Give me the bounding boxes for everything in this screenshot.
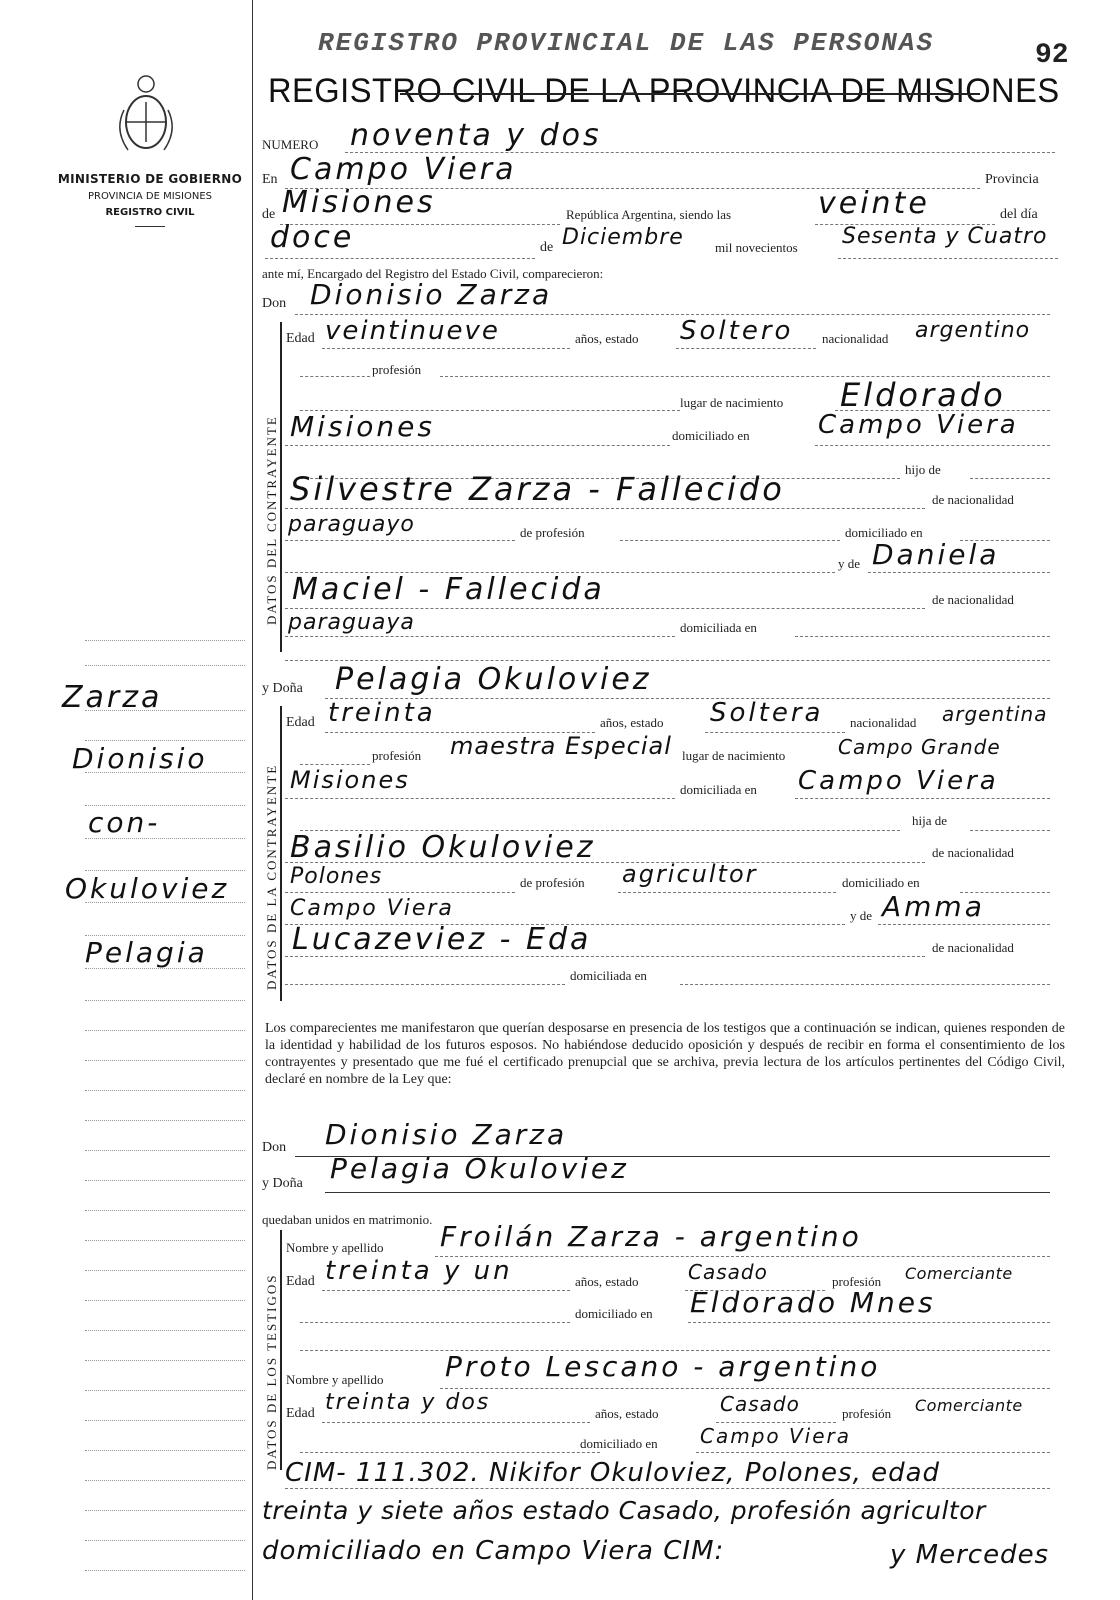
entry-testigo1-edad: treinta y un [325, 1256, 513, 1286]
entry-novia-edad: treinta [328, 698, 436, 728]
entry-testigo2-dom: Campo Viera [700, 1424, 852, 1448]
label-domiciliado-testigo1: domiciliado en [575, 1306, 653, 1321]
entry-novia: Pelagia Okuloviez [335, 662, 652, 697]
label-de-nacionalidad: de nacionalidad [932, 492, 1014, 507]
label-edad: Edad [286, 331, 315, 346]
label-hija-de: hija de [912, 813, 948, 828]
label-don: Don [262, 296, 287, 311]
label-y-dona-decl: y Doña [262, 1176, 303, 1191]
label-y-de: y de [838, 556, 861, 571]
entry-novio-nac: argentino [915, 318, 1031, 343]
entry-novia-madre: Amma [882, 890, 985, 923]
note-line-1: CIM- 111.302. Nikifor Okuloviez, Polones, edad [285, 1458, 941, 1488]
entry-novio-padre: Silvestre Zarza - Fallecido [290, 470, 785, 508]
note-line-3: domiciliado en Campo Viera CIM: [262, 1536, 725, 1566]
entry-testigo1-dom: Eldorado Mnes [690, 1286, 936, 1319]
entry-novio-estado: Soltero [680, 316, 794, 346]
entry-novia-nac: argentina [942, 702, 1048, 726]
entry-anio: Sesenta y Cuatro [842, 224, 1048, 249]
entry-dia: doce [270, 220, 355, 255]
margin-note-surname: Zarza [62, 680, 163, 715]
coat-of-arms-icon [110, 70, 182, 160]
entry-novia-padre-dom: Campo Viera [290, 896, 454, 921]
label-nacionalidad: nacionalidad [822, 331, 889, 346]
entry-testigo1: Froilán Zarza - argentino [440, 1220, 862, 1253]
label-provincia: Provincia [985, 172, 1039, 187]
label-nacionalidad-novia: nacionalidad [850, 715, 917, 730]
label-domiciliado-en-2: domiciliado en [845, 525, 923, 540]
entry-novia-estado: Soltera [710, 698, 824, 728]
entry-provincia: Misiones [282, 185, 436, 220]
entry-decl-dona: Pelagia Okuloviez [330, 1152, 629, 1185]
label-profesion: profesión [372, 362, 422, 377]
entry-novia-padre: Basilio Okuloviez [290, 830, 596, 865]
label-profesion-novia: profesión [372, 748, 422, 763]
entry-novia-padre-prof: agricultor [622, 860, 758, 888]
entry-novia-lugar-nac2: Misiones [290, 766, 410, 794]
label-ante-mi: ante mí, Encargado del Registro del Estado Civil, comparecieron: [262, 266, 604, 281]
entry-mes: Diciembre [562, 225, 684, 250]
label-domiciliada-en-novia: domiciliada en [680, 782, 757, 797]
label-y-dona: y Doña [262, 681, 303, 696]
label-profesion-testigo2: profesión [842, 1406, 892, 1421]
vertical-label-testigos: DATOS DE LOS TESTIGOS [264, 1273, 279, 1470]
entry-novia-profesion: maestra Especial [450, 732, 672, 760]
label-anos-estado-testigo1: años, estado [575, 1274, 639, 1289]
margin-note-con: con- [88, 806, 161, 839]
entry-novia-padre-nac: Polones [290, 864, 383, 889]
label-edad-testigo2: Edad [286, 1406, 315, 1421]
entry-testigo1-estado: Casado [688, 1260, 768, 1284]
label-y-de-novia: y de [850, 908, 873, 923]
label-nombre-apellido-1: Nombre y apellido [286, 1240, 384, 1255]
entry-novio-edad: veintinueve [325, 316, 500, 346]
label-de-nacionalidad-2: de nacionalidad [932, 592, 1014, 607]
label-nombre-apellido-2: Nombre y apellido [286, 1372, 384, 1387]
label-del-dia: del día [1000, 207, 1038, 222]
label-don-decl: Don [262, 1140, 287, 1155]
label-profesion-testigo1: profesión [832, 1274, 882, 1289]
entry-lugar: Campo Viera [290, 152, 517, 187]
note-line-4: y Mercedes [890, 1540, 1050, 1570]
entry-hora: veinte [818, 186, 930, 221]
label-domiciliado-en-novia: domiciliado en [842, 875, 920, 890]
entry-novia-madre2: Lucazeviez - Eda [292, 922, 592, 957]
entry-novio-lugar-nac: Eldorado [840, 376, 1006, 414]
entry-novio-madre: Daniela [872, 538, 1000, 571]
entry-testigo2: Proto Lescano - argentino [445, 1350, 881, 1383]
label-edad-testigo1: Edad [286, 1274, 315, 1289]
entry-novio-domicilio: Campo Viera [818, 410, 1019, 440]
margin-note-name: Dionisio [72, 742, 208, 775]
ministry-line3: REGISTRO CIVIL [105, 207, 195, 218]
entry-novia-lugar-nac: Campo Grande [838, 735, 1001, 759]
label-domiciliado-en: domiciliado en [672, 428, 750, 443]
entry-novio-padre-nac: paraguayo [288, 512, 415, 537]
label-de-profesion-novia: de profesión [520, 875, 585, 890]
label-lugar-nacimiento-novia: lugar de nacimiento [682, 748, 786, 763]
margin-rule [252, 0, 253, 1600]
note-line-2: treinta y siete años estado Casado, profesión agricultor [262, 1496, 986, 1525]
label-anos-estado-novia: años, estado [600, 715, 664, 730]
vertical-label-la-contrayente: DATOS DE LA CONTRAYENTE [264, 763, 279, 990]
label-republica: República Argentina, siendo las [566, 207, 732, 222]
label-mil-novecientos: mil novecientos [715, 240, 798, 255]
entry-testigo2-estado: Casado [720, 1392, 800, 1416]
ministry-line2: PROVINCIA DE MISIONES [88, 191, 212, 202]
entry-novio-madre-nac: paraguaya [288, 610, 415, 635]
label-anos-estado-testigo2: años, estado [595, 1406, 659, 1421]
ministry-line1: MINISTERIO DE GOBIERNO [57, 172, 243, 186]
entry-testigo2-edad: treinta y dos [325, 1390, 491, 1415]
label-en: En [262, 172, 278, 187]
vertical-label-contrayente: DATOS DEL CONTRAYENTE [264, 415, 279, 625]
entry-novio-madre2: Maciel - Fallecida [292, 572, 605, 607]
margin-note-name2: Pelagia [85, 936, 208, 969]
declaration-paragraph: Los comparecientes me manifestaron que querían desposarse en presencia de los testigos que a continuación se indican, quienes responden de la identidad y habilidad de los futuros esposos. No habiéndose deducido oposición y después de recibir en forma el consentimiento de los contrayentes y presentado que me fué el certificado prenupcial que se archiva, previa lectura de los artículos pertinentes del Código Civil, declaré en nombre de la Ley que: [265, 1021, 1065, 1087]
label-numero: NUMERO [262, 137, 319, 152]
label-de-mes: de [540, 240, 554, 255]
page-number: 92 [1035, 40, 1069, 71]
label-de-nacionalidad-novia: de nacionalidad [932, 845, 1014, 860]
label-domiciliada-en-novia-2: domiciliada en [570, 968, 647, 983]
entry-numero: noventa y dos [350, 118, 602, 153]
label-anos-estado: años, estado [575, 331, 639, 346]
ministry-block [55, 172, 245, 227]
entry-decl-don: Dionisio Zarza [325, 1118, 568, 1151]
label-de: de [262, 207, 276, 222]
entry-testigo2-prof: Comerciante [915, 1396, 1023, 1415]
label-domiciliada-en: domiciliada en [680, 620, 757, 635]
entry-novia-domicilio: Campo Viera [798, 766, 999, 796]
entry-novio-lugar-nac2: Misiones [290, 410, 435, 443]
label-hijo-de: hijo de [905, 462, 941, 477]
entry-testigo1-prof: Comerciante [905, 1264, 1013, 1283]
label-de-profesion: de profesión [520, 525, 585, 540]
label-lugar-nacimiento: lugar de nacimiento [680, 395, 784, 410]
page-title: REGISTRO CIVIL DE LA PROVINCIA DE MISIONES [268, 72, 1060, 110]
stamp-header: REGISTRO PROVINCIAL DE LAS PERSONAS [318, 28, 935, 58]
entry-novio: Dionisio Zarza [310, 278, 553, 311]
label-de-nacionalidad-novia-2: de nacionalidad [932, 940, 1014, 955]
margin-note-surname2: Okuloviez [65, 872, 230, 905]
label-domiciliado-testigo2: domiciliado en [580, 1436, 658, 1451]
label-edad-novia: Edad [286, 715, 315, 730]
label-quedaban: quedaban unidos en matrimonio. [262, 1212, 433, 1227]
